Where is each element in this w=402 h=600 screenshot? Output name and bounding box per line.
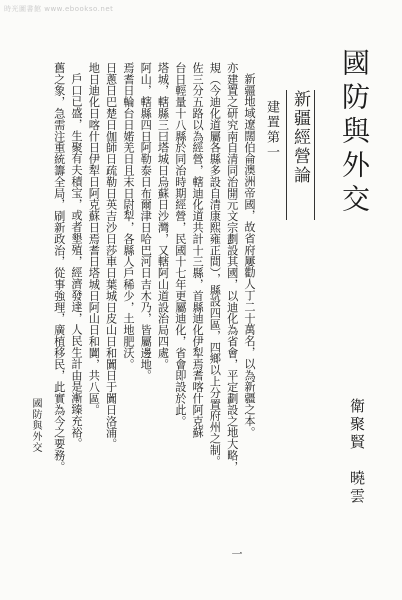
- body-paragraph: 台日輕量十八縣於同治時期經營，民國十七年更屬迪化，省會即設於此。: [173, 62, 187, 427]
- body-paragraph: 阿山，轄縣四日阿勒泰日布爾津日哈巴河日吉木乃，皆屬邊地。: [139, 62, 153, 382]
- body-paragraph: 地日迪化日喀什日伊犁日阿克蘇日焉耆日塔城日阿山日和闐，共八區。: [87, 62, 101, 416]
- section-heading: 建置第一: [264, 100, 279, 160]
- body-paragraph: 戶口已盛，生聚有夫積宝，或者墾殖，經濟發達，人民生計由是漸臻充裕。: [70, 73, 84, 450]
- body-text: [22, 62, 258, 562]
- running-footer-title: 國防與外交: [30, 398, 41, 453]
- journal-title: 國防與外交: [338, 48, 371, 218]
- body-paragraph: 日蔥日巴楚日伽師日疏勒日英吉沙日莎車日葉城日皮山日和闐日于闐日洛浦。: [104, 62, 118, 450]
- body-paragraph: 舊之象，急需注重統籌全局，刷新政治，從事強理，廣植移民，此實為今之要務。: [52, 62, 66, 473]
- body-paragraph: 規（今迪化道屬各縣多設自清康熙雍正間），縣設四區，四鄉以上分置府州之制。: [208, 62, 222, 467]
- body-paragraph: 亦建置之研究南自清同治開元文宗劃設其國，以迪化為省會，平定劃設之地大略，: [225, 62, 239, 473]
- body-paragraph: 新疆地域遼闊伯侖澳洲帝國，故省府屢勸人丁二十萬名，以為新疆之本。: [243, 73, 256, 438]
- page-number: 一: [230, 548, 243, 559]
- author-name: 衛聚賢 曉雲: [348, 398, 366, 506]
- body-paragraph: 塔城，轄縣三曰塔城日烏蘇日沙灣，又轄阿山道設治局四處。: [156, 62, 170, 370]
- body-paragraph: 焉耆日輪台日婼羌日且末日尉犁，各縣人戶稀少，土地肥沃。: [121, 62, 135, 370]
- body-paragraph: 佐三分五路以為經營，轄迪化道共計十三縣，首縣迪化伊犁焉耆喀什阿克蘇: [191, 62, 205, 439]
- article-title: 新疆經營論: [286, 90, 315, 220]
- watermark: 時光圖書館 www.ebookso.net: [4, 5, 114, 13]
